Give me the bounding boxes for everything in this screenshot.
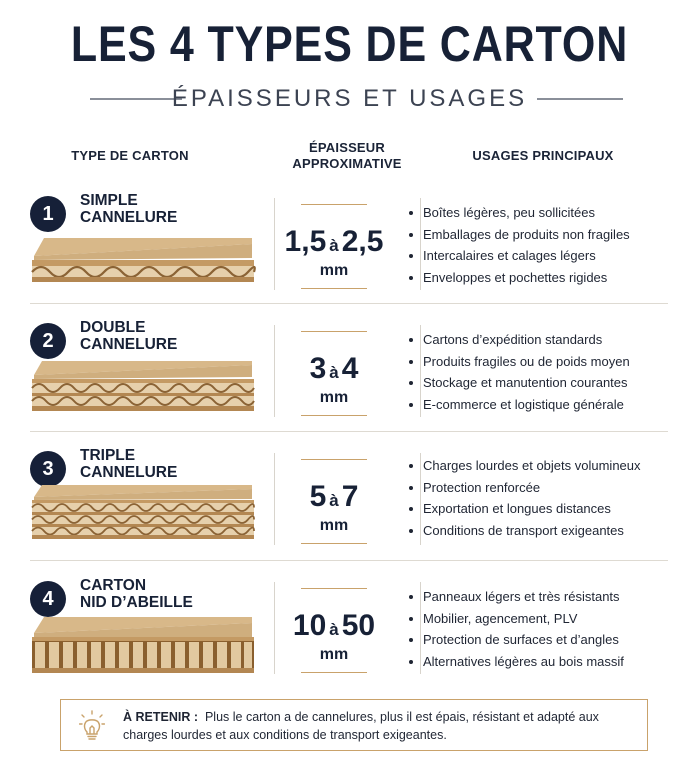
usage-item: Emballages de produits non fragiles — [407, 224, 630, 246]
thickness-cell — [273, 331, 395, 419]
carton-type-name — [80, 447, 260, 481]
single-flute-carton-illustration — [30, 238, 256, 282]
triple-flute-carton-illustration — [30, 485, 256, 539]
thickness-value — [273, 608, 395, 648]
thickness-min: 5 — [309, 480, 327, 513]
thickness-min: 10 — [292, 609, 327, 642]
thickness-rule-bottom — [301, 288, 367, 289]
carton-middle-liner — [32, 393, 254, 396]
row-number-badge: 1 — [30, 196, 66, 232]
usage-item: Charges lourdes et objets volumineux — [407, 455, 641, 477]
carton-bottom-liner — [32, 535, 254, 539]
thickness-unit: mm — [319, 262, 349, 279]
thickness-unit: mm — [319, 517, 349, 534]
carton-type-line2: CANNELURE — [80, 464, 178, 481]
thickness-rule-top — [301, 331, 367, 332]
thickness-separator: à — [329, 236, 339, 255]
usage-item: Intercalaires et calages légers — [407, 245, 630, 267]
thickness-value — [273, 224, 395, 264]
usage-item: Boîtes légères, peu sollicitées — [407, 202, 630, 224]
column-header-thickness — [272, 140, 422, 172]
thickness-max: 4 — [341, 352, 359, 385]
usage-item: Enveloppes et pochettes rigides — [407, 267, 630, 289]
usage-item: Conditions de transport exigeantes — [407, 520, 641, 542]
carton-type-line1: TRIPLE — [80, 447, 136, 464]
column-header-thickness-line2: APPROXIMATIVE — [292, 156, 402, 171]
thickness-min: 3 — [309, 352, 327, 385]
key-takeaway-body: Plus le carton a de cannelures, plus il est épais, résistant et adapté aux charges lourdes et aux conditions de transport exigeantes. — [123, 710, 599, 742]
key-takeaway-box — [60, 699, 648, 751]
thickness-rule-bottom — [301, 543, 367, 544]
usage-list — [407, 329, 630, 415]
carton-top-liner — [32, 379, 254, 383]
carton-type-line1: CARTON — [80, 577, 147, 594]
carton-bottom-liner — [32, 668, 254, 673]
thickness-rule-bottom — [301, 672, 367, 673]
thickness-rule-top — [301, 459, 367, 460]
carton-bottom-liner — [32, 406, 254, 411]
usage-list — [407, 455, 641, 541]
usage-item: Protection de surfaces et d’angles — [407, 629, 624, 651]
usage-item: Stockage et manutention courantes — [407, 372, 630, 394]
subtitle-row — [0, 84, 699, 114]
usage-item: Cartons d’expédition standards — [407, 329, 630, 351]
thickness-min: 1,5 — [284, 225, 327, 258]
usage-item: Protection renforcée — [407, 477, 641, 499]
carton-type-line2: NID D’ABEILLE — [80, 594, 193, 611]
thickness-rule-bottom — [301, 415, 367, 416]
carton-bottom-liner — [32, 277, 254, 282]
column-header-usages: USAGES PRINCIPAUX — [472, 148, 614, 163]
thickness-unit: mm — [319, 389, 349, 406]
page-subtitle: ÉPAISSEURS ET USAGES — [171, 85, 528, 112]
thickness-unit: mm — [319, 646, 349, 663]
usage-list — [407, 586, 624, 672]
thickness-separator: à — [329, 491, 339, 510]
key-takeaway-label: À RETENIR : — [123, 710, 198, 724]
thickness-rule-top — [301, 588, 367, 589]
honeycomb-carton-illustration — [30, 617, 256, 673]
row-divider — [30, 303, 668, 304]
subtitle-right-rule — [537, 98, 623, 100]
carton-type-name — [80, 577, 260, 611]
carton-middle-liner — [32, 524, 254, 527]
row-number-badge: 3 — [30, 451, 66, 487]
thickness-separator: à — [329, 363, 339, 382]
row-number-badge: 2 — [30, 323, 66, 359]
carton-top-liner — [32, 260, 254, 266]
thickness-rule-top — [301, 204, 367, 205]
usage-item: Panneaux légers et très résistants — [407, 586, 624, 608]
row-divider — [30, 431, 668, 432]
thickness-separator: à — [329, 620, 339, 639]
usage-list — [407, 202, 630, 288]
thickness-value — [273, 479, 395, 519]
carton-middle-liner — [32, 512, 254, 515]
usage-item: Produits fragiles ou de poids moyen — [407, 351, 630, 373]
carton-type-name — [80, 192, 260, 226]
double-flute-carton-illustration — [30, 361, 256, 411]
usage-item: Alternatives légères au bois massif — [407, 651, 624, 673]
carton-type-line1: SIMPLE — [80, 192, 138, 209]
thickness-max: 2,5 — [341, 225, 384, 258]
row-number-badge: 4 — [30, 581, 66, 617]
carton-type-line2: CANNELURE — [80, 336, 178, 353]
usage-item: Mobilier, agencement, PLV — [407, 608, 624, 630]
thickness-value — [273, 351, 395, 391]
carton-type-line1: DOUBLE — [80, 319, 146, 336]
page-title: LES 4 TYPES DE CARTON — [70, 16, 629, 72]
thickness-cell — [273, 204, 395, 292]
carton-top-liner — [32, 637, 254, 641]
thickness-max: 7 — [341, 480, 359, 513]
usage-item: E-commerce et logistique générale — [407, 394, 630, 416]
thickness-max: 50 — [341, 609, 376, 642]
carton-type-line2: CANNELURE — [80, 209, 178, 226]
column-header-thickness-line1: ÉPAISSEUR — [309, 140, 385, 155]
usage-item: Exportation et longues distances — [407, 498, 641, 520]
lightbulb-icon — [79, 710, 105, 742]
key-takeaway-text — [123, 708, 633, 744]
thickness-cell — [273, 459, 395, 547]
carton-top-liner — [32, 500, 254, 503]
carton-type-name — [80, 319, 260, 353]
thickness-cell — [273, 588, 395, 676]
row-divider — [30, 560, 668, 561]
column-header-type: TYPE DE CARTON — [71, 148, 189, 163]
